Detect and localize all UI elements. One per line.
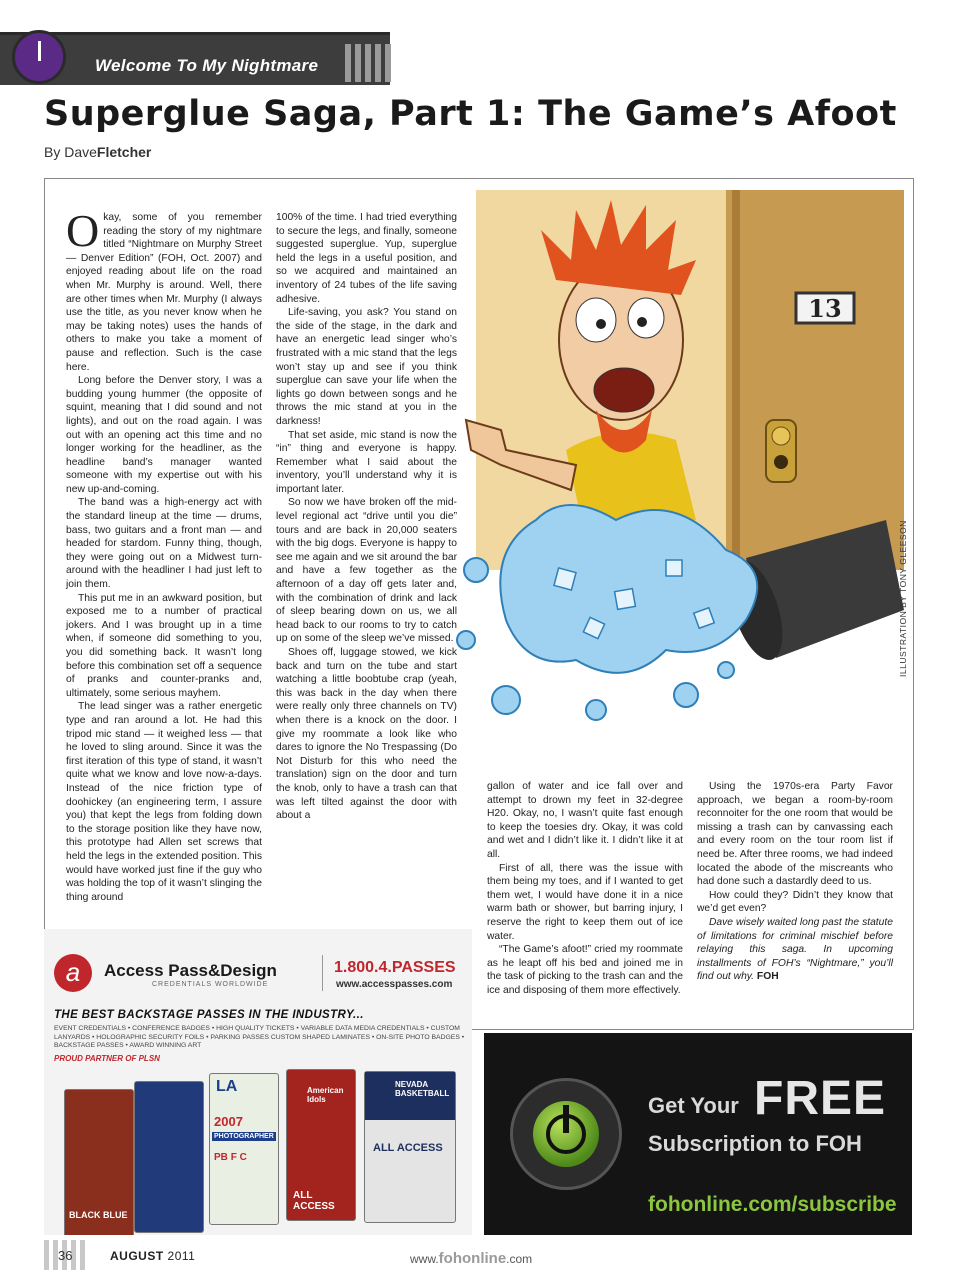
power-icon	[12, 30, 66, 84]
byline-prefix: By Dave	[44, 144, 97, 160]
page-number: 36	[58, 1248, 73, 1263]
ad-phone: 1.800.4.PASSES	[334, 959, 456, 976]
ad-get-your: Get Your	[648, 1093, 739, 1118]
ad-free: FREE	[754, 1072, 887, 1125]
paragraph: So now we have broken off the mid-level regional act “drive until you die” tours and are back in 20,000 seaters with the big dogs. Everyone is happy to see me again and we sit around the bar and have a few together as the afternoon of a day off gets later and, with the combination of drink and lack of sleep bearing down on us, we all head back to our rooms to try to catch up on some of the sleep we’ve missed.	[276, 497, 457, 645]
pass-image: American Idols ALL ACCESS	[286, 1069, 356, 1221]
pass-samples	[64, 1069, 464, 1235]
ad-partner: PROUD PARTNER OF PLSN	[54, 1054, 160, 1063]
paragraph: First of all, there was the issue with them being my toes, and if I wanted to get them wet, I would have done it in a nice warm bath or shower, but barring injury, I reserve the right to keep them out of ice water.	[487, 862, 683, 942]
paragraph: Life-saving, you ask? You stand on the side of the stage, in the dark and have an energetic lead singer who’s frustrated with a mic stand that the legs won’t stay up and see if you think superglue can save your life when the lights go down between songs and he throws the mic stand at you in the darkness!	[276, 307, 457, 427]
paragraph: gallon of water and ice fall over and attempt to drown my feet in 32-degree H20. Okay, no, I wasn’t quite fast enough to keep the toesies dry. Okay, it was cold and wet and I didn’t like it. I didn’t like it at all.	[487, 781, 683, 860]
ad-services: EVENT CREDENTIALS • CONFERENCE BADGES • HIGH QUALITY TICKETS • VARIABLE DATA MEDIA CREDENTIALS • CUSTOM LANYARDS • HOLOGRAPHIC SECURITY FOILS • PARKING PASSES CUSTOM SHAPED LAMINATES • ON-SITE PHOTO BADGES • BACKSTAGE PASSES • AWARD WINNING ART	[54, 1025, 465, 1050]
illustration-credit-text: ILLUSTRATION BY TONY GLEESON	[898, 520, 908, 677]
url-suffix: .com	[506, 1252, 533, 1266]
paragraph: How could they? Didn’t they know that we’d get even?	[697, 889, 893, 915]
ad-subscription: Subscription to FOH	[648, 1131, 862, 1156]
article-column-2	[276, 211, 457, 823]
door	[726, 190, 904, 570]
issue-year: 2011	[167, 1249, 196, 1263]
paragraph: The lead singer was a rather energetic type and ran around a lot. He had this tripod mic stand — it weighed less — that he loved to sling around. Since it was the first iteration of this type of stand, it wasn’t quite what we know and love now-a-days. Instead of the nice friction type of doohickey (an engineering term, I assure you) that kept the legs from folding down to the storage position like they have now, this prototype had Allen set screws that held the legs in the extended position. This would have worked just fine if the guy who was holding the top of it wasn’t slinging the thing around	[66, 701, 262, 903]
power-button-icon	[510, 1078, 622, 1190]
paragraph: That set aside, mic stand is now the “in” thing and everyone is happy. Remember what I said about the inventory, you’ll understand why it is important later.	[276, 429, 457, 495]
editor-note: Dave wisely waited long past the statute of limitations for criminal mischief before relaying this saga. In upcoming installments of FOH’s “Nightmare,” you’ll find out why.	[697, 916, 893, 983]
url-brand: fohonline	[438, 1250, 507, 1267]
paragraph: This put me in an awkward position, but exposed me to a number of practical jokers. And I was brought up in a time when, if someone did something to you, you did something back. It wasn’t long before this combination set off a sequence of pranks and counter-pranks and, ultimately, some serious mayhem.	[66, 592, 262, 699]
issue-date	[110, 1249, 195, 1263]
byline-name: Fletcher	[96, 144, 152, 160]
article-column-1	[66, 205, 262, 904]
url-prefix: www.	[410, 1252, 439, 1266]
pass-image: LA 2007 PHOTOGRAPHER PB F C	[209, 1073, 279, 1225]
article-column-4	[697, 780, 893, 984]
access-pass-logo-icon: a	[54, 954, 92, 992]
fader-grid-icon	[345, 44, 393, 82]
pass-image: BLACK BLUE	[64, 1089, 134, 1235]
section-banner	[0, 32, 400, 82]
drop-cap: O	[66, 205, 100, 256]
paragraph: Using the 1970s-era Party Favor approach, we began a room-by-room reconnoiter for the one room that would be missing a trash can by canvassing each and every room on the tour room list if need be. After three rooms, we had indeed located the abode of the miscreants who had done such a dastardly deed to us.	[697, 781, 893, 888]
ad-brand-sub: CREDENTIALS WORLDWIDE	[152, 981, 269, 988]
ad-brand: Access Pass&Design	[104, 961, 277, 980]
byline	[44, 144, 151, 160]
section-title: Welcome To My Nightmare	[95, 56, 319, 75]
character-mouth	[594, 368, 654, 412]
paragraph: “The Game’s afoot!” cried my roommate as he leapt off his bed and joined me in the task of picking to the trash can and the ice and disposing of them more effectively.	[487, 944, 683, 996]
divider	[322, 955, 323, 991]
access-pass-ad[interactable]	[44, 929, 472, 1235]
door-number: 13	[808, 294, 842, 323]
article-column-3	[487, 780, 683, 998]
subscribe-ad[interactable]	[484, 1033, 912, 1235]
issue-month: AUGUST	[110, 1249, 164, 1263]
subscribe-link[interactable]: fohonline.com/subscribe	[648, 1193, 897, 1216]
paragraph: Shoes off, luggage stowed, we kick back and turn on the tube and start watching a little boobtube crap (yeah, this was back in the day when there were really only three channels on TV) when there is a knock on the door. I give my roommate a look like who dares to ignore the No Trespassing (Do Not Disturb for this who need the translation) sign on the door and turn the knob, only to have a trash can that was left tilted against the door with about a	[276, 647, 457, 822]
paragraph: 100% of the time. I had tried everything to secure the legs, and finally, someone suggested superglue. Yup, superglue held the legs in a useful position, and so we acquired and maintained an inventory of 24 tubes of the life saving adhesive.	[276, 212, 457, 305]
ad-url[interactable]: www.accesspasses.com	[336, 979, 453, 990]
paragraph: kay, some of you remember reading the story of my nightmare titled “Nightmare on Murphy Street — Denver Edition” (FOH, Oct. 2007) and enjoyed reading about life on the road when Mr. Murphy is around. Well, there are other times when Mr. Murphy (I always use the title, as you never know when he may be taking notes) uses the hands of others to make you take a moment of pause and reflection. Such is the case here.	[66, 212, 262, 373]
pass-image	[134, 1081, 204, 1233]
ad-tagline: THE BEST BACKSTAGE PASSES IN THE INDUSTRY...	[54, 1009, 364, 1021]
pass-image: NEVADA BASKETBALL ALL ACCESS	[364, 1071, 456, 1223]
footer-url[interactable]	[410, 1250, 532, 1267]
illustration-credit	[893, 520, 908, 680]
end-mark: FOH	[756, 971, 779, 983]
paragraph: Long before the Denver story, I was a budding young hummer (the opposite of squint, meaning that I did sound and not lights), and out on the road again. I was out with an opening act this time and no longer working for the headliner, as the headline band’s manager wanted someone with my expertise out with his new up-and-coming.	[66, 375, 262, 495]
paragraph: The band was a high-energy act with the standard lineup at the time — drums, bass, two guitars and a front man — and headed for stardom. Funny thing, though, they were going out on a Midwest turn-around with the headliner I had just left to join them.	[66, 497, 262, 591]
article-headline: Superglue Saga, Part 1: The Game’s Afoot	[44, 94, 897, 134]
cartoon-illustration	[446, 190, 904, 738]
